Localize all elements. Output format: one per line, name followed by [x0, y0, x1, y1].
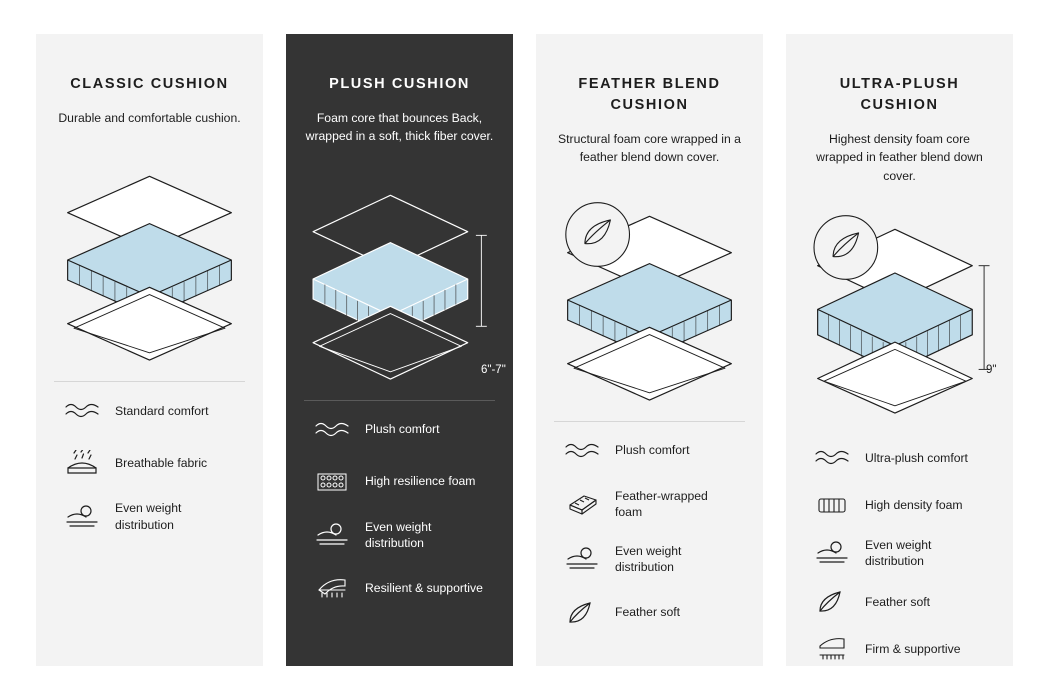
card-title: FEATHER BLEND CUSHION	[578, 76, 721, 114]
even-weight-icon	[62, 502, 102, 532]
feature-label: High density foam	[865, 497, 963, 512]
feature-list	[54, 396, 245, 533]
layer-stack-illustration	[554, 190, 745, 410]
ultra-plush-measure-label: 9"	[986, 364, 997, 376]
feature-list	[304, 415, 495, 604]
card-title: ULTRA-PLUSH CUSHION	[839, 76, 960, 114]
list-item	[312, 574, 487, 604]
list-item	[62, 500, 237, 533]
wave-icon	[562, 436, 602, 466]
feature-label: Even weight distribution	[865, 537, 932, 569]
section-divider	[304, 400, 495, 401]
feature-list	[804, 443, 995, 664]
card-description: Structural foam core wrapped in a feather blend down cover.	[558, 132, 741, 165]
feature-label: Plush comfort	[615, 443, 690, 458]
list-item	[812, 490, 987, 520]
layer-stack-illustration	[304, 169, 495, 389]
feature-label: Standard comfort	[115, 404, 209, 419]
honeycomb-foam-icon	[312, 467, 352, 497]
firm-supportive-icon	[812, 634, 852, 664]
list-item	[812, 634, 987, 664]
feature-label: Even weight distribution	[365, 519, 432, 551]
card-feather-blend-cushion[interactable]	[536, 34, 763, 666]
wave-icon	[312, 415, 352, 445]
cushion-layer-diagram	[54, 145, 245, 375]
layer-stack-illustration	[54, 150, 245, 370]
list-item	[312, 415, 487, 445]
feather-wrapped-foam-icon	[562, 489, 602, 519]
wave-icon	[62, 396, 102, 426]
feature-label: Even weight distribution	[115, 501, 182, 532]
feature-label: Resilient & supportive	[365, 581, 483, 596]
list-item	[312, 519, 487, 552]
card-classic-cushion[interactable]	[36, 34, 263, 666]
high-density-foam-icon	[812, 490, 852, 520]
feature-label: Feather soft	[615, 605, 681, 620]
feature-label: Feather soft	[865, 594, 931, 609]
list-item	[562, 488, 737, 521]
even-weight-icon	[812, 538, 852, 568]
feature-label: Firm & supportive	[865, 641, 961, 656]
feature-label: Breathable fabric	[115, 456, 208, 471]
card-plush-cushion[interactable]	[286, 34, 513, 666]
card-title: PLUSH CUSHION	[329, 76, 470, 92]
feature-label: Even weight distribution	[615, 543, 682, 575]
even-weight-icon	[312, 520, 352, 550]
leaf-icon	[562, 598, 602, 628]
card-description: Highest density foam core wrapped in feather blend down cover.	[816, 132, 983, 183]
feature-label: High resilience foam	[365, 474, 476, 489]
supportive-seat-icon	[312, 574, 352, 604]
section-divider	[554, 421, 745, 422]
cushion-layer-diagram	[554, 185, 745, 415]
cushion-layer-diagram	[304, 164, 495, 394]
feature-label: Feather-wrapped foam	[615, 488, 708, 520]
card-title: CLASSIC CUSHION	[70, 76, 229, 92]
card-description: Durable and comfortable cushion.	[58, 111, 241, 126]
list-item	[562, 436, 737, 466]
list-item	[62, 448, 237, 478]
wave-icon	[812, 443, 852, 473]
plush-measure-label: 6"-7"	[481, 364, 506, 376]
cushion-layer-diagram	[804, 203, 995, 423]
list-item	[62, 396, 237, 426]
even-weight-icon	[562, 544, 602, 574]
feature-list	[554, 436, 745, 628]
measurement-label	[482, 275, 485, 287]
list-item	[812, 537, 987, 570]
card-ultra-plush-cushion[interactable]	[786, 34, 1013, 666]
breathable-fabric-icon	[62, 448, 102, 478]
layer-stack-illustration	[804, 203, 995, 423]
card-description: Foam core that bounces Back, wrapped in a soft, thick fiber cover.	[305, 111, 494, 144]
feature-label: Ultra-plush comfort	[865, 450, 968, 465]
feature-label: Plush comfort	[365, 422, 440, 437]
section-divider	[54, 381, 245, 382]
list-item	[812, 587, 987, 617]
list-item	[562, 543, 737, 576]
leaf-icon	[812, 587, 852, 617]
list-item	[812, 443, 987, 473]
list-item	[562, 598, 737, 628]
list-item	[312, 467, 487, 497]
